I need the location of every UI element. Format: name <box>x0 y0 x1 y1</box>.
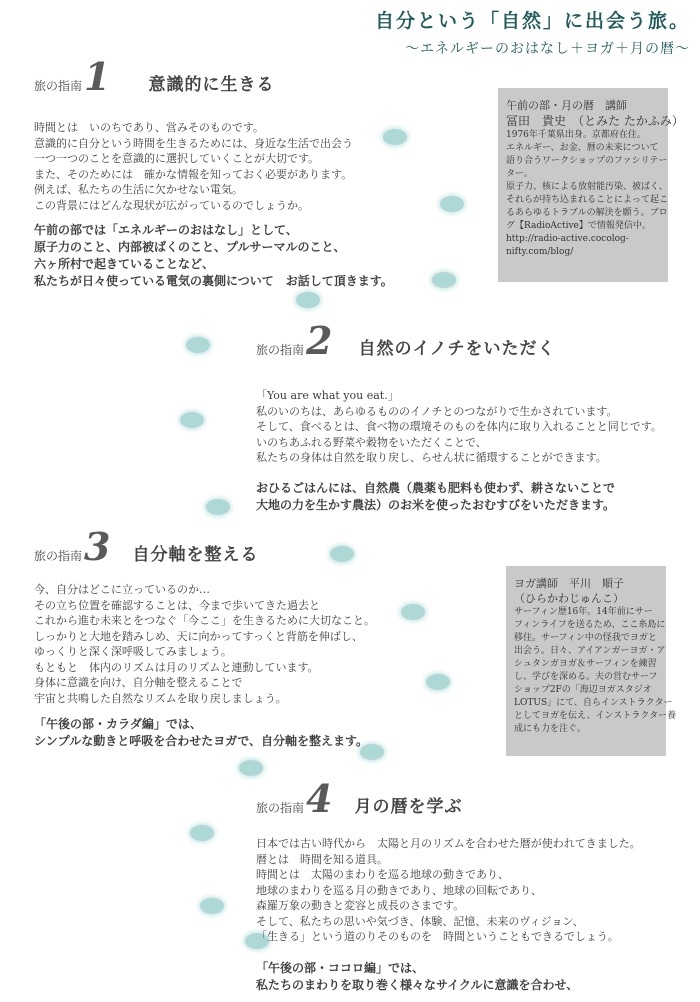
decorative-dot <box>206 499 230 515</box>
bio-line: 1976年千葉県出身。京都府在住。 <box>506 130 646 140</box>
chapter-highlight-1 <box>34 222 393 290</box>
body-line: そして、食べるとは、食べ物の環境そのものを体内に取り入れることと同じです。 <box>256 420 662 433</box>
bio-line: グ【RadioActive】で情報発信中。 <box>506 221 651 231</box>
instructor-profile-panel <box>506 566 677 756</box>
highlight-line: 午前の部では「エネルギーのおはなし」として、 <box>34 223 298 237</box>
page-title: 自分という「自然」に出会う旅。 <box>374 10 690 32</box>
chapter-body-2 <box>256 388 662 466</box>
chapter-label: 旅の指南 <box>34 79 83 93</box>
body-line: 今、自分はどこに立っているのか… <box>34 583 210 596</box>
chapter-heading-3 <box>34 524 259 569</box>
decorative-dot <box>330 546 354 562</box>
page-subtitle: 〜エネルギーのおはなし＋ヨガ＋月の暦〜 <box>405 41 690 57</box>
body-line: いのちあふれる野菜や穀物をいただくことで、 <box>256 435 487 449</box>
decorative-dot <box>200 898 224 914</box>
bio-line: エネルギー、お金、暦の未来について <box>506 143 659 153</box>
body-line: 日本では古い時代から 太陽と月のリズムを合わせた暦が使われてきました。 <box>256 837 641 850</box>
decorative-dot <box>432 272 456 288</box>
body-line: 「You are what you eat.」 <box>256 389 399 402</box>
bio-line: ター。 <box>506 169 533 179</box>
highlight-line: 大地の力を生かす農法）のお米を使ったおむすびをいただきます。 <box>256 498 616 512</box>
chapter-body-3 <box>34 582 375 706</box>
highlight-line: おひるごはんには、自然農（農薬も肥料も使わず、耕さないことで <box>256 481 616 495</box>
lecturer-profile-panel <box>498 88 684 282</box>
body-line: しっかりと大地を踏みしめ、天に向かってすっくと背筋を伸ばし、 <box>34 629 363 643</box>
body-line: これから進む未来とをつなぐ「今ここ」を生きるために大切なこと。 <box>34 614 375 627</box>
body-line: 宇宙と共鳴した自然なリズムを取り戻しましょう。 <box>34 691 287 705</box>
instructor-bio <box>514 606 677 736</box>
bio-line: 語り合うワークショップのファシリテー <box>506 156 668 166</box>
lecturer-bio <box>506 129 669 259</box>
highlight-line: 六ヶ所村で起きていることなど、 <box>34 257 215 271</box>
bio-line: としてヨガを伝え、インストラクター養 <box>514 711 677 721</box>
body-line: 例えば、私たちの生活に欠かせない電気。 <box>34 183 243 196</box>
decorative-dot <box>180 412 204 428</box>
bio-line: nifty.com/blog/ <box>506 247 574 257</box>
body-line: 「生きる」という道のりそのものを 時間ということもできるでしょう。 <box>256 930 619 943</box>
bio-line: LOTUS」にて、自らインストラクター <box>514 698 673 708</box>
bio-line: シュタンガヨガ＆サーフィンを練習 <box>514 659 657 669</box>
bio-line: るあらゆるトラブルの解決を願う。ブロ <box>506 208 668 218</box>
chapter-body-4 <box>256 836 641 945</box>
body-line: 森羅万象の動きと変容と成長のさまです。 <box>256 899 465 912</box>
chapter-heading-2 <box>256 318 556 363</box>
body-line: もともと 体内のリズムは月のリズムと連動しています。 <box>34 660 319 674</box>
body-line: 私のいのちは、あらゆるもののイノチとのつながりで生かされています。 <box>256 404 618 418</box>
highlight-line: 私たちが日々使っている電気の裏側について お話して頂きます。 <box>34 274 393 288</box>
chapter-highlight-2 <box>256 480 615 514</box>
highlight-line: シンプルな動きと呼吸を合わせたヨガで、自分軸を整えます。 <box>34 734 369 748</box>
decorative-dot <box>296 292 320 308</box>
bio-line: ショップ2Fの「海辺ヨガスタジオ <box>514 685 652 695</box>
instructor-name: （ひらかわじゅんこ） <box>514 592 624 605</box>
chapter-title: 自然のイノチをいただく <box>358 339 556 359</box>
decorative-dot <box>383 129 407 145</box>
bio-line: http://radio-active.cocolog- <box>506 234 629 244</box>
body-line: 時間とは いのちであり、営みそのものです。 <box>34 121 265 134</box>
body-line: 地球のまわりを巡る月の動きであり、地球の回転であり、 <box>256 883 542 897</box>
body-line: また、そのためには 確かな情報を知っておく必要があります。 <box>34 167 353 181</box>
bio-line: それらが持ち込まれることによって起こ <box>506 195 669 205</box>
body-line: そして、私たちの思いや気づき、体験、記憶、未来のヴィジョン、 <box>256 914 584 928</box>
bio-line: 出会う。日々、アイアンガーヨガ・ア <box>514 646 666 656</box>
highlight-line: 「午後の部・カラダ編」では、 <box>34 717 202 731</box>
chapter-heading-1 <box>34 54 275 99</box>
bio-line: フィンライフを送るため、ここ糸島に <box>514 620 666 630</box>
body-line: 身体に意識を向け、自分軸を整えることで <box>34 676 243 689</box>
chapter-number: 1 <box>84 54 111 99</box>
body-line: 一つ一つのことを意識的に選択していくことが大切です。 <box>34 152 320 165</box>
body-line: この背景にはどんな現状が広がっているのでしょうか。 <box>34 198 309 212</box>
body-line: 時間とは 太陽のまわりを巡る地球の動きであり、 <box>256 868 509 881</box>
lecturer-name: 冨田 貴史 （とみた たかふみ） <box>506 114 684 128</box>
chapter-number: 3 <box>84 524 111 569</box>
bio-line: し、学びを深める。夫の営むサーフ <box>514 672 658 682</box>
highlight-line: 私たちのまわりを取り巻く様々なサイクルに意識を合わせ、 <box>256 978 579 992</box>
chapter-label: 旅の指南 <box>34 549 83 563</box>
decorative-dot <box>186 337 210 353</box>
body-line: その立ち位置を確認することは、今まで歩いてきた過去と <box>34 598 320 612</box>
chapter-highlight-3 <box>34 716 368 750</box>
chapter-highlight-4 <box>256 960 578 994</box>
instructor-role: ヨガ講師 平川 順子 <box>514 577 624 590</box>
chapter-number: 2 <box>306 318 333 363</box>
chapter-label: 旅の指南 <box>256 801 305 815</box>
bio-line: 移住。サーフィン中の怪我でヨガと <box>514 633 657 643</box>
chapter-title: 意識的に生きる <box>148 75 275 95</box>
highlight-line: 「午後の部・ココロ編」では、 <box>256 961 425 975</box>
decorative-dot <box>440 196 464 212</box>
bio-line: 原子力、核による放射能汚染、被ばく、 <box>506 182 668 192</box>
body-line: ゆっくりと深く深呼吸してみましょう。 <box>34 645 232 658</box>
body-line: 暦とは 時間を知る道具。 <box>256 852 388 866</box>
body-line: 私たちの身体は自然を取り戻し、らせん状に循環することができます。 <box>256 451 607 464</box>
decorative-dot <box>426 674 450 690</box>
chapter-body-1 <box>34 120 353 213</box>
decorative-dot <box>190 825 214 841</box>
decorative-dot <box>401 604 425 620</box>
bio-line: サーフィン歴16年。14年前にサー <box>514 607 653 617</box>
bio-line: 成にも力を注ぐ。 <box>514 724 586 734</box>
chapter-title: 月の暦を学ぶ <box>354 797 463 817</box>
chapter-number: 4 <box>306 776 333 821</box>
highlight-line: 原子力のこと、内部被ばくのこと、プルサーマルのこと、 <box>34 240 346 254</box>
chapter-heading-4 <box>256 776 463 821</box>
body-line: 意識的に自分という時間を生きるためには、身近な生活で出会う <box>34 136 353 150</box>
decorative-dot <box>239 760 263 776</box>
chapter-label: 旅の指南 <box>256 343 305 357</box>
lecturer-role: 午前の部・月の暦 講師 <box>506 99 627 112</box>
chapter-title: 自分軸を整える <box>132 545 259 565</box>
